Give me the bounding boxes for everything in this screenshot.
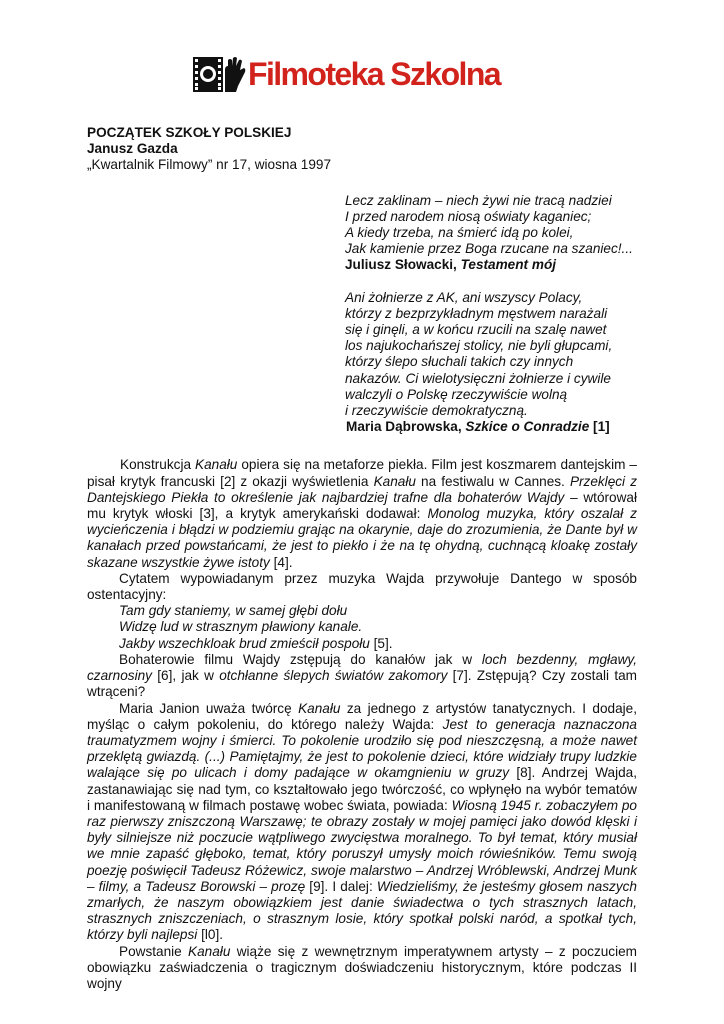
epigraph-line: los najukochańszej stolicy, nie byli głupcami, [345, 338, 613, 354]
epigraph-attribution [345, 257, 637, 273]
article-author: Janusz Gazda [87, 141, 178, 157]
attribution-work: Testament mój [460, 257, 557, 273]
attribution-ref: [1] [589, 419, 610, 435]
attribution-author: Juliusz Słowacki, [345, 257, 461, 273]
epigraph-attribution [346, 419, 637, 435]
attribution-author: Maria Dąbrowska, [346, 419, 466, 435]
epigraph-line: walczyli o Polskę rzeczywiście wolną [345, 386, 568, 402]
poem-line: Tam gdy staniemy, w samej głębi dołu [119, 603, 348, 619]
paragraph: Powstanie Kanału wiąże się z wewnętrznym imperatywnem artysty – z poczuciem obowiązku zaświadczenia o tragicznym doświadczeniu historycznym, które podczas II wojny [87, 943, 638, 991]
epigraph-line: nakazów. Ci wielotysięczni żołnierze i cywile [345, 370, 611, 386]
article-source: „Kwartalnik Filmowy” nr 17, wiosna 1997 [87, 157, 332, 173]
epigraph-line: Lecz zaklinam – niech żywi nie tracą nadziei [345, 192, 612, 208]
epigraphs [345, 193, 637, 436]
epigraph-line: Ani żołnierze z AK, ani wszyscy Polacy, [345, 289, 583, 305]
paragraph: Konstrukcja Kanału opiera się na metaforze piekła. Film jest koszmarem dantejskim – pisał krytyk francuski [2] z okazji wyświetlenia Kanału na festiwalu w Cannes. Przeklęci z Dantejskiego Piekła to określenie jak najbardziej trafne dla bohaterów Wajdy – wtórował mu krytyk włoski [3], a krytyk amerykański dodawał: Monolog muzyka, który oszalał z wycieńczenia i błądzi w podziemiu grając na okarynie, daje do zrozumienia, że Dante był w kanałach przed powstańcami, że jest to piekło i że na tę ohydną, cuchnącą kloakę zostały skazane wszystkie żywe istoty [4]. [87, 457, 638, 570]
paragraph: Maria Janion uważa twórcę Kanału za jednego z artystów tanatycznych. I dodaje, myśląc o całym pokoleniu, do którego należy Wajda: Jest to generacja naznaczona traumatyzmem wojny i śmierci. To pokolenie urodziło się pod nieszczęsną, a może nawet przeklętą gwiazdą. (...) Pamiętajmy, że jest to pokolenie dzieci, które widziały trupy ludzkie walające się po ulicach i domy padające w okamgnieniu w gruzy [8]. Andrzej Wajda, zastanawiając się nad tym, co kształtowało jego twórczość, co wpłynęło na wybór tematów i manifestowaną w filmach postawę wobec świata, powiada: Wiosną 1945 r. zobaczyłem po raz pierwszy zniszczoną Warszawę; te obrazy zostały w mojej pamięci jako dowód klęski i były silniejsze niż poczucie wątpliwego zwycięstwa moralnego. To był temat, który musiał we mnie zapaść głęboko, temat, który poruszył umysły moich rówieśników. Temu swoją poezję poświęcił Tadeusz Różewicz, swoje malarstwo – Andrzej Wróblewski, Andrzej Munk – filmy, a Tadeusz Borowski – prozę [9]. I dalej: Wiedzieliśmy, że jesteśmy głosem naszych zmarłych, że naszym obowiązkiem jest danie świadectwa o tych strasznych latach, strasznych zniszczeniach, o strasznym losie, który spotkał polski naród, a spotkał tych, którzy byli najlepsi [l0]. [87, 700, 638, 943]
epigraph-slowacki [345, 193, 637, 258]
paragraph: Cytatem wypowiadanym przez muzyka Wajda przywołuje Dantego w sposób ostentacyjny: [87, 570, 637, 603]
logo [192, 52, 537, 100]
document-body [87, 125, 637, 992]
attribution-work: Szkice o Conradzie [465, 419, 590, 435]
logo-text: Filmoteka Szkolna [248, 56, 500, 92]
epigraph-line: się i ginęli, a w końcu rzucili na szalę nawet [345, 322, 607, 338]
epigraph-line: którzy z bezprzykładnym męstwem narażali [345, 305, 608, 321]
epigraph-line: I przed narodem niosą oświaty kaganiec; [345, 208, 592, 224]
epigraph-line: którzy ślepo słuchali takich czy innych [345, 354, 574, 370]
paragraph: Bohaterowie filmu Wajdy zstępują do kanałów jak w loch bezdenny, mgławy, czarnosiny [6], jak w otchłanne ślepych światów zakomory [7]. Zstępują? Czy zostali tam wtrąceni? [87, 651, 637, 700]
epigraph-dabrowska [345, 290, 637, 420]
film-hand-icon [192, 56, 246, 94]
article-title: POCZĄTEK SZKOŁY POLSKIEJ [87, 125, 292, 140]
epigraph-line: i rzeczywiście demokratyczną. [345, 403, 528, 419]
epigraph-line: Jak kamienie przez Boga rzucane na szaniec!... [345, 241, 633, 257]
dante-quote [119, 603, 637, 652]
poem-line: Widzę lud w strasznym pławiony kanale. [119, 619, 363, 635]
poem-line: Jakby wszechkloak brud zmieścił pospołu [5]. [119, 635, 393, 651]
article-header [87, 125, 637, 174]
article-text [87, 457, 637, 992]
epigraph-line: A kiedy trzeba, na śmierć idą po kolei, [345, 225, 574, 241]
